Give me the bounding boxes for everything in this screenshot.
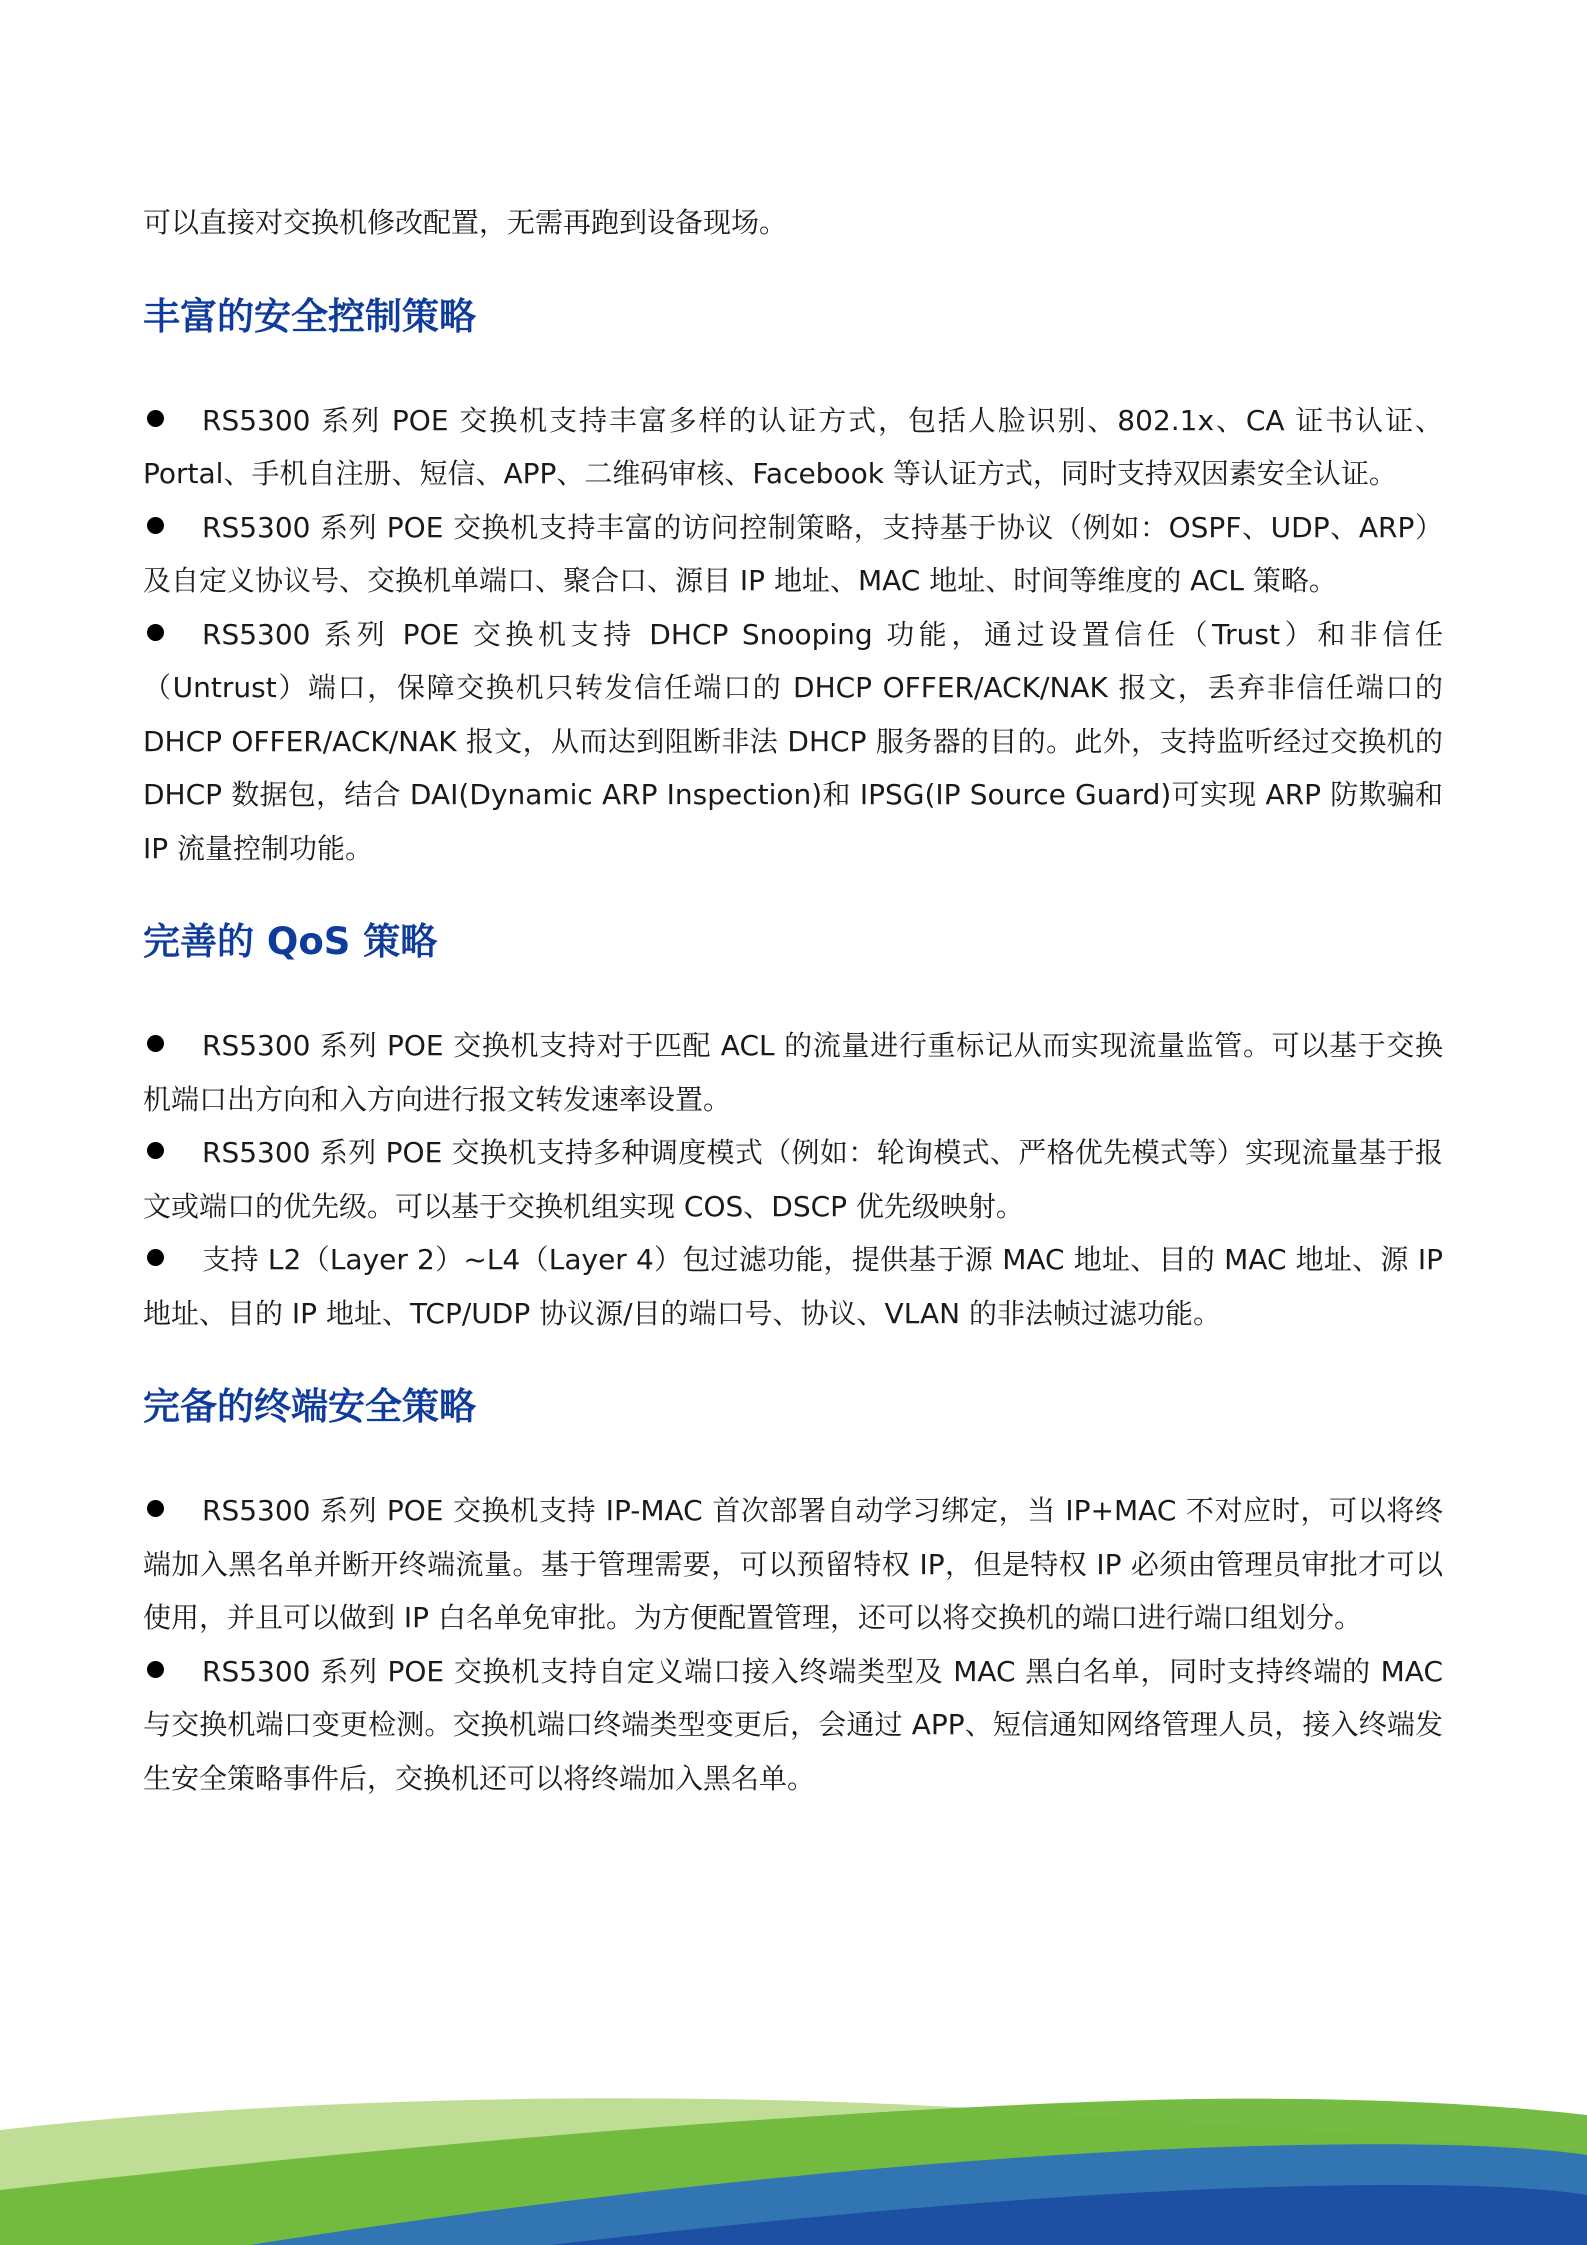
bullet-icon bbox=[147, 1249, 164, 1266]
list-item: 支持 L2（Layer 2）~L4（Layer 4）包过滤功能，提供基于源 MAC 地址、目的 MAC 地址、源 IP 地址、目的 IP 地址、TCP/UDP 协议源/目的端口号、协议、VLAN 的非法帧过滤功能。 bbox=[143, 1243, 1443, 1330]
list-item: RS5300 系列 POE 交换机支持丰富的访问控制策略，支持基于协议（例如：OSPF、UDP、ARP）及自定义协议号、交换机单端口、聚合口、源目 IP 地址、MAC 地址、时间等维度的 ACL 策略。 bbox=[143, 510, 1443, 597]
section-heading-security-control: 丰富的安全控制策略 bbox=[143, 294, 476, 338]
bullet-icon bbox=[147, 1142, 164, 1159]
bullet-icon bbox=[147, 410, 164, 427]
document-body bbox=[143, 196, 1443, 1805]
bullet-icon bbox=[147, 1661, 164, 1678]
list-item: RS5300 系列 POE 交换机支持对于匹配 ACL 的流量进行重标记从而实现流量监管。可以基于交换机端口出方向和入方向进行报文转发速率设置。 bbox=[143, 1029, 1443, 1116]
bullet-icon bbox=[147, 517, 164, 534]
bullet-icon bbox=[147, 1035, 164, 1052]
section-terminal-security-list bbox=[143, 1484, 1443, 1805]
list-item: RS5300 系列 POE 交换机支持自定义端口接入终端类型及 MAC 黑白名单，同时支持终端的 MAC 与交换机端口变更检测。交换机端口终端类型变更后，会通过 APP、短信通知网络管理人员，接入终端发生安全策略事件后，交换机还可以将终端加入黑名单。 bbox=[143, 1654, 1443, 1795]
section-security-control-list bbox=[143, 394, 1443, 876]
list-item: RS5300 系列 POE 交换机支持 IP-MAC 首次部署自动学习绑定，当 IP+MAC 不对应时，可以将终端加入黑名单并断开终端流量。基于管理需要，可以预留特权 IP，但是特权 IP 必须由管理员审批才可以使用，并且可以做到 IP 白名单免审批。为方便配置管理，还可以将交换机的端口进行端口组划分。 bbox=[143, 1494, 1443, 1634]
bullet-icon bbox=[147, 1500, 164, 1517]
intro-paragraph: 可以直接对交换机修改配置，无需再跑到设备现场。 bbox=[143, 206, 788, 239]
list-item: RS5300 系列 POE 交换机支持 DHCP Snooping 功能，通过设置信任（Trust）和非信任（Untrust）端口，保障交换机只转发信任端口的 DHCP OFFER/ACK/NAK 报文，丢弃非信任端口的 DHCP OFFER/ACK/NAK 报文，从而达到阻断非法 DHCP 服务器的目的。此外，支持监听经过交换机的 DHCP 数据包，结合 DAI(Dynamic ARP Inspection)和 IPSG(IP Source Guard)可实现 ARP 防欺骗和 IP 流量控制功能。 bbox=[143, 617, 1443, 865]
bullet-icon bbox=[147, 624, 164, 641]
footer-wave-decoration bbox=[0, 2070, 1587, 2245]
section-heading-terminal-security: 完备的终端安全策略 bbox=[143, 1385, 476, 1428]
list-item: RS5300 系列 POE 交换机支持丰富多样的认证方式，包括人脸识别、802.1x、CA 证书认证、Portal、手机自注册、短信、APP、二维码审核、Facebook 等认证方式，同时支持双因素安全认证。 bbox=[143, 403, 1443, 490]
section-qos-list bbox=[143, 1019, 1443, 1340]
section-heading-qos: 完善的 QoS 策略 bbox=[143, 920, 438, 963]
list-item: RS5300 系列 POE 交换机支持多种调度模式（例如：轮询模式、严格优先模式等）实现流量基于报文或端口的优先级。可以基于交换机组实现 COS、DSCP 优先级映射。 bbox=[143, 1136, 1443, 1223]
